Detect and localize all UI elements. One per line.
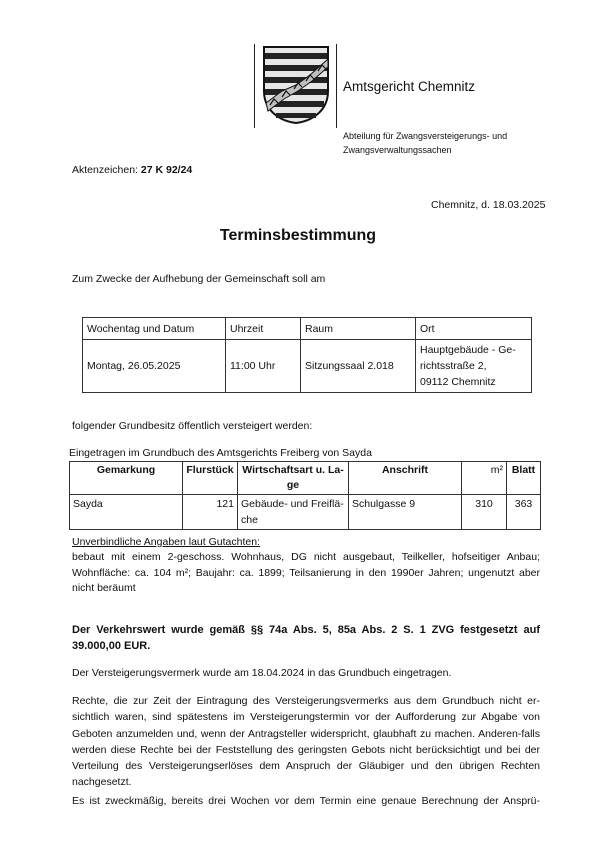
cell-m2: 310 xyxy=(462,495,507,530)
appointment-date: Montag, 26.05.2025 xyxy=(83,340,226,393)
valuation-line-1: Der Verkehrswert wurde gemäß §§ 74a Abs. 5, 85a Abs. 2 S. 1 ZVG festgesetzt auf xyxy=(72,624,540,636)
valuation-statement xyxy=(72,622,540,654)
auction-sentence: folgender Grundbesitz öffentlich versteigert werden: xyxy=(72,420,313,432)
cell-wirtschaftsart-line-2: che xyxy=(241,514,258,526)
cell-gemarkung: Sayda xyxy=(70,495,183,530)
appointment-room: Sitzungssaal 2.018 xyxy=(301,340,416,393)
col-wirtschaftsart-line-1: Wirtschaftsart u. La- xyxy=(242,464,344,476)
advice-paragraph: Es ist zweckmäßig, bereits drei Wochen vor dem Termin eine genaue Berechnung der Ansprü- xyxy=(72,795,540,807)
header-time: Uhrzeit xyxy=(226,318,301,340)
header-date: Wochentag und Datum xyxy=(83,318,226,340)
cell-blatt: 363 xyxy=(507,495,541,530)
header-place: Ort xyxy=(416,318,532,340)
header-room: Raum xyxy=(301,318,416,340)
appointment-place xyxy=(416,340,532,393)
appointment-table-header xyxy=(83,318,532,340)
rights-paragraph: Rechte, die zur Zeit der Eintragung des Versteigerungsvermerks aus dem Grundbuch nicht er-sichtlich waren, sind spätestens im Versteigerungstermin vor der Aufforderung zur Abgabe von Geboten anzumelden und, wenn der Antragsteller widerspricht, glaubhaft zu machen. Anderen-falls werden diese Rechte bei der Feststellung des geringsten Gebots nicht berücksichtigt und bei der Verteilung des Versteigerungserlöses dem Anspruch der Gläubiger und den übrigen Rechten nachgesetzt. xyxy=(72,695,540,789)
col-m2: m² xyxy=(462,462,507,495)
col-blatt: Blatt xyxy=(507,462,541,495)
land-register-table xyxy=(69,461,541,530)
expert-heading: Unverbindliche Angaben laut Gutachten: xyxy=(72,536,260,548)
file-reference xyxy=(72,164,192,176)
place-line-2: richtsstraße 2, xyxy=(420,360,487,372)
land-register-row xyxy=(70,495,541,530)
place-line-1: Hauptgebäude - Ge- xyxy=(420,344,516,356)
department-line-1: Abteilung für Zwangsversteigerungs- und xyxy=(343,131,508,141)
col-wirtschaftsart-line-2: ge xyxy=(286,479,300,491)
header-divider-right xyxy=(336,44,337,128)
department-line-2: Zwangsverwaltungssachen xyxy=(343,145,452,155)
cell-wirtschaftsart xyxy=(238,495,349,530)
document-title: Terminsbestimmung xyxy=(219,227,377,244)
cell-wirtschaftsart-line-1: Gebäude- und Freiflä- xyxy=(241,498,344,510)
col-anschrift: Anschrift xyxy=(349,462,462,495)
place-line-3: 09112 Chemnitz xyxy=(420,376,496,388)
court-coat-of-arms-logo xyxy=(262,45,330,125)
file-reference-label: Aktenzeichen: xyxy=(72,164,138,176)
file-reference-value: 27 K 92/24 xyxy=(140,164,193,176)
valuation-line-2: 39.000,00 EUR. xyxy=(72,640,151,652)
intro-text: Zum Zwecke der Aufhebung der Gemeinschaft soll am xyxy=(72,273,326,285)
place-and-date: Chemnitz, d. 18.03.2025 xyxy=(431,199,546,211)
col-flurstueck: Flurstück xyxy=(183,462,238,495)
expert-text: bebaut mit einem 2-geschoss. Wohnhaus, DG nicht ausgebaut, Teilkeller, hofseitiger Anbau; Wohnfläche: ca. 104 m²; Baujahr: ca. 1899; Teilsanierung in den 1990er Jahren; ungenutzt aber nicht beräumt xyxy=(72,551,540,594)
land-register-caption: Eingetragen im Grundbuch des Amtsgerichts Freiberg von Sayda xyxy=(69,447,372,459)
header-divider-left xyxy=(254,44,255,128)
col-wirtschaftsart xyxy=(238,462,349,495)
cell-anschrift: Schulgasse 9 xyxy=(349,495,462,530)
appointment-table-row xyxy=(83,340,532,393)
cell-flurstueck: 121 xyxy=(183,495,238,530)
court-name: Amtsgericht Chemnitz xyxy=(343,79,476,94)
land-register-header xyxy=(70,462,541,495)
col-gemarkung: Gemarkung xyxy=(70,462,183,495)
registration-note: Der Versteigerungsvermerk wurde am 18.04.2024 in das Grundbuch eingetragen. xyxy=(72,667,452,679)
appointment-time: 11:00 Uhr xyxy=(226,340,301,393)
appointment-table xyxy=(82,317,532,393)
